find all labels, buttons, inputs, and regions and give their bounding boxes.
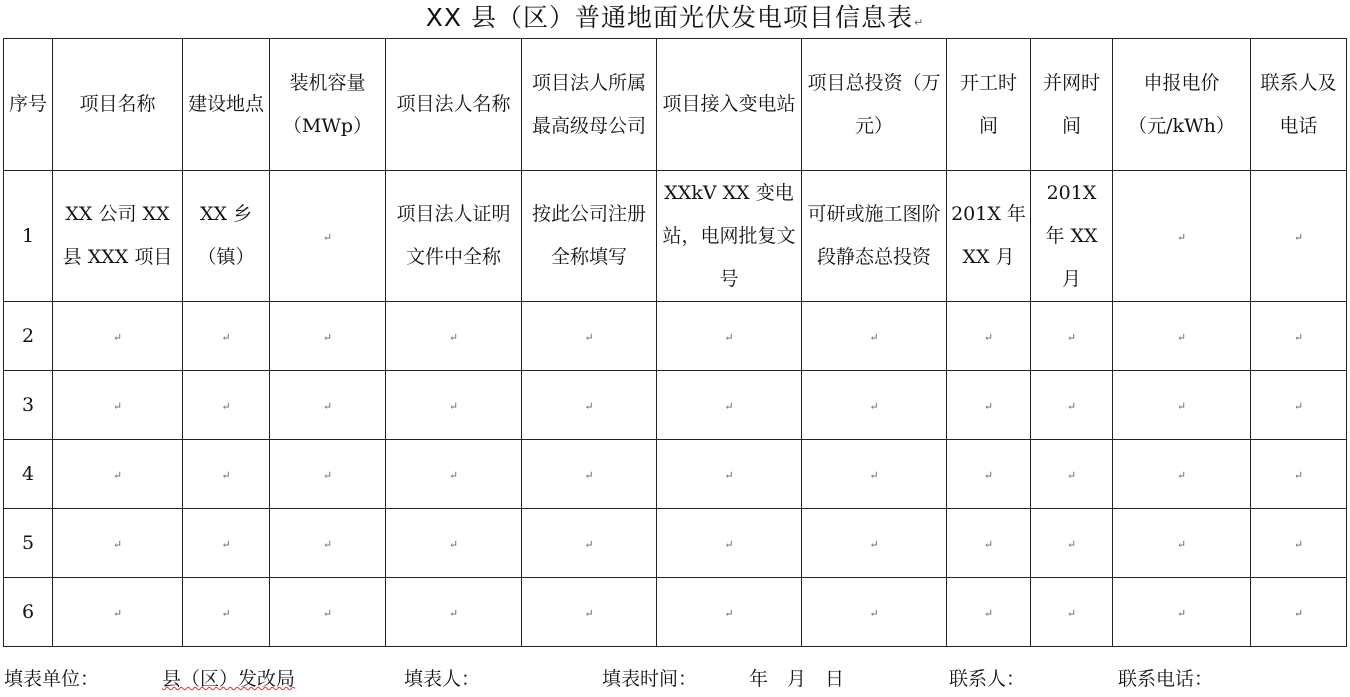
paragraph-mark-icon: ↵ xyxy=(584,537,594,551)
paragraph-mark-icon: ↵ xyxy=(724,399,734,413)
table-cell[interactable] xyxy=(1251,509,1347,578)
table-cell[interactable]: 201X 年 XX 月 xyxy=(1031,171,1113,302)
fill-time-label: 填表时间： xyxy=(602,668,698,690)
table-cell[interactable] xyxy=(183,440,270,509)
paragraph-mark-icon: ↵ xyxy=(1293,399,1304,413)
table-cell[interactable] xyxy=(1031,371,1113,440)
header-cell: 项目法人名称 xyxy=(386,39,522,171)
table-cell[interactable] xyxy=(183,302,270,371)
paragraph-mark-icon: ↵ xyxy=(221,330,231,344)
table-cell[interactable]: 201X 年 XX 月 xyxy=(947,171,1031,302)
table-row xyxy=(4,371,1347,440)
table-cell[interactable]: XXkV XX 变电站，电网批复文号 xyxy=(657,171,802,302)
paragraph-mark-icon: ↵ xyxy=(1066,330,1077,344)
paragraph-mark-icon: ↵ xyxy=(1293,230,1304,244)
table-cell[interactable] xyxy=(270,440,386,509)
header-cell: 项目接入变电站 xyxy=(657,39,802,171)
filler-label: 填表人： xyxy=(404,668,481,690)
table-cell[interactable]: XX 乡（镇） xyxy=(183,171,270,302)
paragraph-mark-icon: ↵ xyxy=(584,399,594,413)
paragraph-mark-icon: ↵ xyxy=(1293,606,1304,620)
paragraph-mark-icon: ↵ xyxy=(112,468,123,482)
header-cell: 申报电价（元/kWh） xyxy=(1113,39,1251,171)
table-cell[interactable] xyxy=(947,302,1031,371)
paragraph-mark-icon: ↵ xyxy=(869,468,879,482)
paragraph-mark-icon: ↵ xyxy=(1176,537,1187,551)
paragraph-mark-icon: ↵ xyxy=(448,330,459,344)
table-cell[interactable] xyxy=(802,440,947,509)
table-cell[interactable]: 项目法人证明文件中全称 xyxy=(386,171,522,302)
paragraph-mark-icon: ↵ xyxy=(724,606,734,620)
table-cell[interactable] xyxy=(657,509,802,578)
paragraph-mark-icon: ↵ xyxy=(869,399,879,413)
table-cell[interactable] xyxy=(947,509,1031,578)
paragraph-mark-icon: ↵ xyxy=(584,330,594,344)
table-cell[interactable]: XX 公司 XX 县 XXX 项目 xyxy=(53,171,183,302)
table-cell[interactable] xyxy=(1251,371,1347,440)
table-cell[interactable] xyxy=(657,302,802,371)
table-cell[interactable] xyxy=(1251,171,1347,302)
table-cell[interactable] xyxy=(1113,578,1251,647)
table-cell[interactable] xyxy=(1031,578,1113,647)
table-cell[interactable] xyxy=(522,371,657,440)
paragraph-mark-icon: ↵ xyxy=(1066,606,1077,620)
page-title xyxy=(0,0,1350,38)
paragraph-mark-icon: ↵ xyxy=(1293,537,1304,551)
paragraph-mark-icon: ↵ xyxy=(221,537,231,551)
paragraph-mark-icon: ↵ xyxy=(584,606,594,620)
paragraph-mark-icon: ↵ xyxy=(322,330,333,344)
fill-date-parts: 年 月 日 xyxy=(749,668,845,690)
table-cell[interactable]: 5 xyxy=(4,509,53,578)
table-cell[interactable] xyxy=(53,578,183,647)
table-cell[interactable] xyxy=(947,371,1031,440)
table-cell[interactable] xyxy=(386,302,522,371)
table-cell[interactable] xyxy=(1113,171,1251,302)
table-cell[interactable] xyxy=(657,371,802,440)
header-cell: 并网时间 xyxy=(1031,39,1113,171)
table-row xyxy=(4,509,1347,578)
table-cell[interactable] xyxy=(1251,302,1347,371)
table-cell[interactable] xyxy=(386,440,522,509)
table-cell[interactable] xyxy=(1031,509,1113,578)
paragraph-mark-icon: ↵ xyxy=(1293,468,1304,482)
table-cell[interactable] xyxy=(657,578,802,647)
paragraph-mark-icon: ↵ xyxy=(869,330,879,344)
table-cell[interactable]: 6 xyxy=(4,578,53,647)
paragraph-mark-icon: ↵ xyxy=(1066,537,1077,551)
paragraph-mark-icon: ↵ xyxy=(112,330,123,344)
table-cell[interactable] xyxy=(947,578,1031,647)
paragraph-mark-icon: ↵ xyxy=(448,468,459,482)
table-cell[interactable] xyxy=(1251,440,1347,509)
paragraph-mark-icon: ↵ xyxy=(983,330,994,344)
paragraph-mark-icon: ↵ xyxy=(1176,399,1187,413)
header-cell: 建设地点 xyxy=(183,39,270,171)
table-row xyxy=(4,171,1347,302)
paragraph-mark-icon: ↵ xyxy=(724,330,734,344)
table-cell[interactable] xyxy=(522,440,657,509)
header-cell: 项目总投资（万元） xyxy=(802,39,947,171)
paragraph-mark-icon: ↵ xyxy=(322,399,333,413)
table-cell[interactable] xyxy=(1113,509,1251,578)
table-cell[interactable] xyxy=(1031,302,1113,371)
paragraph-mark-icon: ↵ xyxy=(221,468,231,482)
header-cell: 装机容量（MWp） xyxy=(270,39,386,171)
table-row xyxy=(4,578,1347,647)
table-cell[interactable] xyxy=(386,509,522,578)
table-cell[interactable]: 可研或施工图阶段静态总投资 xyxy=(802,171,947,302)
contact-label: 联系人： xyxy=(949,668,1026,690)
paragraph-mark-icon: ↵ xyxy=(448,537,459,551)
paragraph-mark-icon: ↵ xyxy=(322,537,333,551)
paragraph-mark-icon: ↵ xyxy=(1176,468,1187,482)
table-cell[interactable] xyxy=(802,302,947,371)
table-cell[interactable] xyxy=(386,578,522,647)
table-cell[interactable] xyxy=(802,509,947,578)
header-cell: 项目法人所属最高级母公司 xyxy=(522,39,657,171)
table-cell[interactable] xyxy=(1113,371,1251,440)
phone-label: 联系电话： xyxy=(1118,668,1214,690)
paragraph-mark-icon: ↵ xyxy=(869,537,879,551)
table-cell[interactable] xyxy=(270,371,386,440)
header-cell: 项目名称 xyxy=(53,39,183,171)
header-cell: 联系人及电话 xyxy=(1251,39,1347,171)
table-cell[interactable] xyxy=(183,578,270,647)
footer-line xyxy=(4,664,1346,694)
fill-unit-value: 县（区）发改局 xyxy=(162,668,296,690)
table-cell[interactable] xyxy=(802,578,947,647)
table-cell[interactable] xyxy=(1251,578,1347,647)
paragraph-mark-icon: ↵ xyxy=(869,606,879,620)
paragraph-mark-icon: ↵ xyxy=(913,16,925,29)
paragraph-mark-icon: ↵ xyxy=(1293,330,1304,344)
table-cell[interactable]: 2 xyxy=(4,302,53,371)
fill-unit-label: 填表单位： xyxy=(4,668,100,690)
table-cell[interactable] xyxy=(53,371,183,440)
table-cell[interactable] xyxy=(657,440,802,509)
paragraph-mark-icon: ↵ xyxy=(448,399,459,413)
table-cell[interactable] xyxy=(270,171,386,302)
paragraph-mark-icon: ↵ xyxy=(983,468,994,482)
table-cell[interactable] xyxy=(53,302,183,371)
table-cell[interactable] xyxy=(270,509,386,578)
table-cell[interactable] xyxy=(183,509,270,578)
paragraph-mark-icon: ↵ xyxy=(983,606,994,620)
table-cell[interactable]: 3 xyxy=(4,371,53,440)
table-cell[interactable] xyxy=(802,371,947,440)
table-row xyxy=(4,302,1347,371)
table-cell[interactable] xyxy=(270,302,386,371)
table-cell[interactable] xyxy=(947,440,1031,509)
paragraph-mark-icon: ↵ xyxy=(322,230,333,244)
table-cell[interactable] xyxy=(1113,302,1251,371)
table-cell[interactable] xyxy=(1031,440,1113,509)
paragraph-mark-icon: ↵ xyxy=(1066,468,1077,482)
table-cell[interactable] xyxy=(522,509,657,578)
paragraph-mark-icon: ↵ xyxy=(112,606,123,620)
paragraph-mark-icon: ↵ xyxy=(322,468,333,482)
paragraph-mark-icon: ↵ xyxy=(1066,399,1077,413)
paragraph-mark-icon: ↵ xyxy=(221,399,231,413)
paragraph-mark-icon: ↵ xyxy=(1176,606,1187,620)
paragraph-mark-icon: ↵ xyxy=(448,606,459,620)
table-cell[interactable] xyxy=(183,371,270,440)
paragraph-mark-icon: ↵ xyxy=(1176,230,1187,244)
paragraph-mark-icon: ↵ xyxy=(983,537,994,551)
table-cell[interactable] xyxy=(1113,440,1251,509)
paragraph-mark-icon: ↵ xyxy=(221,606,231,620)
paragraph-mark-icon: ↵ xyxy=(112,537,123,551)
table-cell[interactable] xyxy=(522,578,657,647)
paragraph-mark-icon: ↵ xyxy=(112,399,123,413)
table-cell[interactable]: 4 xyxy=(4,440,53,509)
paragraph-mark-icon: ↵ xyxy=(983,399,994,413)
header-row xyxy=(4,39,1347,171)
header-cell: 序号 xyxy=(4,39,53,171)
paragraph-mark-icon: ↵ xyxy=(584,468,594,482)
table-row xyxy=(4,440,1347,509)
paragraph-mark-icon: ↵ xyxy=(1176,330,1187,344)
title-text: XX 县（区）普通地面光伏发电项目信息表 xyxy=(425,3,913,32)
table-cell[interactable] xyxy=(53,440,183,509)
header-cell: 开工时间 xyxy=(947,39,1031,171)
table-cell[interactable]: 1 xyxy=(4,171,53,302)
table-cell[interactable] xyxy=(270,578,386,647)
paragraph-mark-icon: ↵ xyxy=(724,537,734,551)
table-cell[interactable] xyxy=(53,509,183,578)
paragraph-mark-icon: ↵ xyxy=(724,468,734,482)
paragraph-mark-icon: ↵ xyxy=(322,606,333,620)
table-cell[interactable]: 按此公司注册全称填写 xyxy=(522,171,657,302)
table-cell[interactable] xyxy=(522,302,657,371)
info-table xyxy=(3,38,1347,647)
table-cell[interactable] xyxy=(386,371,522,440)
